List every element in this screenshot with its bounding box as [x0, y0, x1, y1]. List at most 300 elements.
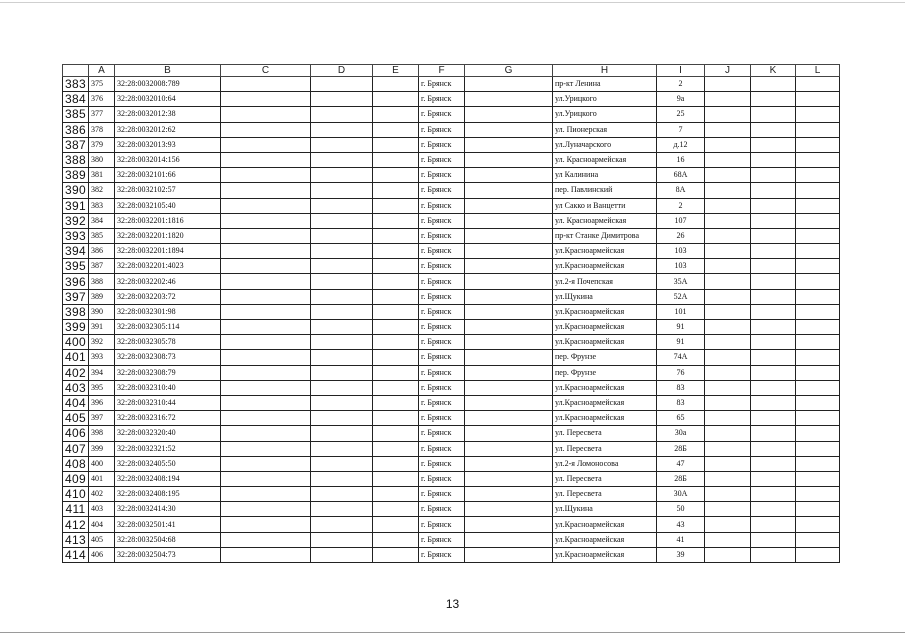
cell-j [705, 77, 751, 92]
cell-h: ул Сакко и Ванцетти [553, 198, 657, 213]
cell-h: пер. Фрунзе [553, 350, 657, 365]
cell-f: г. Брянск [419, 441, 465, 456]
cell-l [796, 168, 840, 183]
cell-i: 101 [657, 304, 705, 319]
cell-e [373, 304, 419, 319]
cell-j [705, 532, 751, 547]
cell-f: г. Брянск [419, 152, 465, 167]
cell-c [221, 152, 311, 167]
cell-g [465, 532, 553, 547]
cell-a: 387 [89, 259, 115, 274]
cell-i: 30А [657, 487, 705, 502]
cell-b: 32:28:0032504:73 [115, 547, 221, 562]
cell-h: ул.Щукина [553, 502, 657, 517]
row-number: 386 [63, 122, 89, 137]
cell-l [796, 380, 840, 395]
cell-k [751, 183, 796, 198]
row-number: 406 [63, 426, 89, 441]
cell-e [373, 228, 419, 243]
cell-b: 32:28:0032013:93 [115, 137, 221, 152]
cell-j [705, 274, 751, 289]
cell-g [465, 320, 553, 335]
cell-h: ул.Красноармейская [553, 380, 657, 395]
cell-l [796, 395, 840, 410]
cell-i: 74А [657, 350, 705, 365]
cell-i: 50 [657, 502, 705, 517]
cell-g [465, 244, 553, 259]
cell-b: 32:28:0032308:79 [115, 365, 221, 380]
cell-g [465, 168, 553, 183]
cell-l [796, 289, 840, 304]
column-header-e: E [373, 65, 419, 77]
table-row [63, 441, 840, 456]
cell-d [311, 365, 373, 380]
cell-c [221, 168, 311, 183]
cell-j [705, 487, 751, 502]
cell-h: ул. Красноармейская [553, 213, 657, 228]
cell-l [796, 365, 840, 380]
cell-k [751, 198, 796, 213]
cell-d [311, 122, 373, 137]
cell-j [705, 183, 751, 198]
cell-j [705, 517, 751, 532]
cell-i: 28Б [657, 441, 705, 456]
cell-f: г. Брянск [419, 122, 465, 137]
cell-i: 91 [657, 335, 705, 350]
cell-f: г. Брянск [419, 168, 465, 183]
cell-h: ул.2-я Почепская [553, 274, 657, 289]
cell-c [221, 350, 311, 365]
table-row [63, 183, 840, 198]
cell-k [751, 502, 796, 517]
cell-e [373, 198, 419, 213]
cell-c [221, 244, 311, 259]
page-number: 13 [445, 597, 460, 611]
cell-c [221, 77, 311, 92]
table-row [63, 380, 840, 395]
cell-g [465, 304, 553, 319]
cell-f: г. Брянск [419, 259, 465, 274]
cell-k [751, 426, 796, 441]
cell-k [751, 365, 796, 380]
cell-e [373, 168, 419, 183]
cell-c [221, 320, 311, 335]
column-header-row [63, 65, 840, 77]
cell-a: 385 [89, 228, 115, 243]
cell-i: 103 [657, 244, 705, 259]
cell-e [373, 471, 419, 486]
cell-i: 39 [657, 547, 705, 562]
cell-c [221, 411, 311, 426]
cell-j [705, 213, 751, 228]
cell-l [796, 152, 840, 167]
cell-d [311, 411, 373, 426]
cell-c [221, 92, 311, 107]
cell-h: ул.Красноармейская [553, 547, 657, 562]
cell-l [796, 92, 840, 107]
cell-k [751, 335, 796, 350]
cell-a: 401 [89, 471, 115, 486]
cell-l [796, 335, 840, 350]
cell-a: 403 [89, 502, 115, 517]
cell-k [751, 228, 796, 243]
column-header-d: D [311, 65, 373, 77]
cell-c [221, 456, 311, 471]
cell-g [465, 365, 553, 380]
cell-c [221, 471, 311, 486]
cell-h: ул. Пересвета [553, 441, 657, 456]
cell-i: 107 [657, 213, 705, 228]
column-header-i: I [657, 65, 705, 77]
table-row [63, 228, 840, 243]
cell-l [796, 547, 840, 562]
row-number: 383 [63, 77, 89, 92]
row-number: 393 [63, 228, 89, 243]
cell-f: г. Брянск [419, 502, 465, 517]
cell-d [311, 517, 373, 532]
cell-k [751, 122, 796, 137]
cell-d [311, 487, 373, 502]
cell-c [221, 441, 311, 456]
cell-l [796, 274, 840, 289]
cell-l [796, 471, 840, 486]
row-number: 394 [63, 244, 89, 259]
table-row [63, 274, 840, 289]
cell-a: 388 [89, 274, 115, 289]
cell-j [705, 471, 751, 486]
table-row [63, 487, 840, 502]
cell-j [705, 547, 751, 562]
table-row [63, 92, 840, 107]
table-row [63, 259, 840, 274]
row-number: 387 [63, 137, 89, 152]
cell-a: 393 [89, 350, 115, 365]
cell-j [705, 289, 751, 304]
cell-h: ул.Красноармейская [553, 411, 657, 426]
cell-j [705, 304, 751, 319]
cell-l [796, 426, 840, 441]
table-row [63, 289, 840, 304]
cell-i: 16 [657, 152, 705, 167]
cell-i: д.12 [657, 137, 705, 152]
row-number: 402 [63, 365, 89, 380]
cell-d [311, 244, 373, 259]
cell-h: ул.Красноармейская [553, 335, 657, 350]
table-row [63, 471, 840, 486]
cell-f: г. Брянск [419, 320, 465, 335]
cell-d [311, 152, 373, 167]
row-number: 399 [63, 320, 89, 335]
cell-d [311, 92, 373, 107]
cell-j [705, 365, 751, 380]
cell-l [796, 411, 840, 426]
cell-g [465, 137, 553, 152]
cell-c [221, 274, 311, 289]
cell-e [373, 259, 419, 274]
cell-g [465, 213, 553, 228]
cell-e [373, 517, 419, 532]
cell-a: 392 [89, 335, 115, 350]
table-row [63, 517, 840, 532]
table-row [63, 335, 840, 350]
cell-l [796, 259, 840, 274]
cell-g [465, 122, 553, 137]
cell-d [311, 380, 373, 395]
cell-k [751, 320, 796, 335]
cell-f: г. Брянск [419, 365, 465, 380]
cell-l [796, 137, 840, 152]
cell-h: ул.Урицкого [553, 92, 657, 107]
cell-d [311, 107, 373, 122]
cell-e [373, 532, 419, 547]
cell-l [796, 532, 840, 547]
cell-l [796, 350, 840, 365]
cell-j [705, 426, 751, 441]
cell-d [311, 456, 373, 471]
cell-j [705, 259, 751, 274]
cell-k [751, 411, 796, 426]
cell-f: г. Брянск [419, 487, 465, 502]
cell-g [465, 441, 553, 456]
cell-h: ул.Луначарского [553, 137, 657, 152]
cell-l [796, 502, 840, 517]
cell-j [705, 92, 751, 107]
cell-l [796, 320, 840, 335]
cell-j [705, 107, 751, 122]
cell-k [751, 487, 796, 502]
cell-g [465, 92, 553, 107]
cell-d [311, 426, 373, 441]
table-row [63, 320, 840, 335]
cell-b: 32:28:0032501:41 [115, 517, 221, 532]
cell-b: 32:28:0032105:40 [115, 198, 221, 213]
cell-g [465, 152, 553, 167]
cell-e [373, 107, 419, 122]
cell-l [796, 456, 840, 471]
row-number: 404 [63, 395, 89, 410]
cell-b: 32:28:0032201:4023 [115, 259, 221, 274]
cell-h: ул.Красноармейская [553, 244, 657, 259]
cell-j [705, 152, 751, 167]
cell-i: 47 [657, 456, 705, 471]
row-number: 384 [63, 92, 89, 107]
row-number: 409 [63, 471, 89, 486]
cell-j [705, 411, 751, 426]
cell-d [311, 198, 373, 213]
cell-e [373, 426, 419, 441]
cell-b: 32:28:0032010:64 [115, 92, 221, 107]
cell-l [796, 441, 840, 456]
cell-j [705, 350, 751, 365]
cell-b: 32:28:0032203:72 [115, 289, 221, 304]
cell-d [311, 274, 373, 289]
cell-k [751, 274, 796, 289]
cell-b: 32:28:0032012:38 [115, 107, 221, 122]
cell-i: 35А [657, 274, 705, 289]
cell-j [705, 502, 751, 517]
cell-h: ул Калинина [553, 168, 657, 183]
cell-l [796, 107, 840, 122]
cell-k [751, 152, 796, 167]
cell-l [796, 198, 840, 213]
cell-e [373, 77, 419, 92]
cell-i: 52А [657, 289, 705, 304]
cell-b: 32:28:0032202:46 [115, 274, 221, 289]
cell-e [373, 244, 419, 259]
cell-e [373, 502, 419, 517]
row-number: 390 [63, 183, 89, 198]
cell-e [373, 411, 419, 426]
cell-l [796, 487, 840, 502]
cell-b: 32:28:0032414:30 [115, 502, 221, 517]
row-number: 388 [63, 152, 89, 167]
row-number: 389 [63, 168, 89, 183]
column-header-f: F [419, 65, 465, 77]
cell-g [465, 198, 553, 213]
cell-k [751, 92, 796, 107]
column-header-j: J [705, 65, 751, 77]
cell-h: ул.Красноармейская [553, 320, 657, 335]
cell-f: г. Брянск [419, 183, 465, 198]
cell-d [311, 395, 373, 410]
cell-h: ул. Пионерская [553, 122, 657, 137]
table-row [63, 244, 840, 259]
cell-g [465, 395, 553, 410]
cell-f: г. Брянск [419, 244, 465, 259]
cell-j [705, 380, 751, 395]
cell-a: 379 [89, 137, 115, 152]
cell-c [221, 380, 311, 395]
cell-i: 8А [657, 183, 705, 198]
column-header-b: B [115, 65, 221, 77]
cell-b: 32:28:0032201:1894 [115, 244, 221, 259]
table-row [63, 198, 840, 213]
cell-f: г. Брянск [419, 426, 465, 441]
row-number: 396 [63, 274, 89, 289]
row-number: 408 [63, 456, 89, 471]
cell-b: 32:28:0032408:194 [115, 471, 221, 486]
cell-a: 386 [89, 244, 115, 259]
cell-c [221, 304, 311, 319]
cell-i: 7 [657, 122, 705, 137]
cell-i: 103 [657, 259, 705, 274]
cell-g [465, 259, 553, 274]
column-header-c: C [221, 65, 311, 77]
cell-l [796, 228, 840, 243]
cell-j [705, 122, 751, 137]
cell-h: пер. Фрунзе [553, 365, 657, 380]
cell-a: 391 [89, 320, 115, 335]
cell-f: г. Брянск [419, 213, 465, 228]
cell-g [465, 487, 553, 502]
cell-a: 378 [89, 122, 115, 137]
cell-e [373, 213, 419, 228]
cell-k [751, 441, 796, 456]
cell-f: г. Брянск [419, 92, 465, 107]
cell-h: ул.Щукина [553, 289, 657, 304]
cell-l [796, 213, 840, 228]
cell-l [796, 517, 840, 532]
cell-h: пер. Павлинский [553, 183, 657, 198]
table-row [63, 395, 840, 410]
cell-g [465, 107, 553, 122]
cell-d [311, 471, 373, 486]
cell-i: 41 [657, 532, 705, 547]
cell-f: г. Брянск [419, 456, 465, 471]
cell-h: пр-кт Станке Димитрова [553, 228, 657, 243]
cell-i: 83 [657, 380, 705, 395]
cell-g [465, 502, 553, 517]
cell-d [311, 137, 373, 152]
cell-e [373, 92, 419, 107]
cell-f: г. Брянск [419, 289, 465, 304]
table-row [63, 77, 840, 92]
cell-b: 32:28:0032014:156 [115, 152, 221, 167]
cell-c [221, 213, 311, 228]
row-number: 410 [63, 487, 89, 502]
cell-a: 404 [89, 517, 115, 532]
cell-d [311, 77, 373, 92]
cell-f: г. Брянск [419, 395, 465, 410]
cell-b: 32:28:0032101:66 [115, 168, 221, 183]
cell-d [311, 213, 373, 228]
table-row [63, 350, 840, 365]
cell-g [465, 183, 553, 198]
cell-b: 32:28:0032301:98 [115, 304, 221, 319]
cell-c [221, 547, 311, 562]
cell-c [221, 335, 311, 350]
cell-h: ул.2-я Ломоносова [553, 456, 657, 471]
cell-c [221, 532, 311, 547]
cell-j [705, 395, 751, 410]
cell-f: г. Брянск [419, 471, 465, 486]
cell-i: 2 [657, 77, 705, 92]
cell-e [373, 183, 419, 198]
cell-h: ул. Пересвета [553, 487, 657, 502]
cell-b: 32:28:0032316:72 [115, 411, 221, 426]
cell-e [373, 350, 419, 365]
cell-a: 384 [89, 213, 115, 228]
cell-b: 32:28:0032008:789 [115, 77, 221, 92]
cell-d [311, 335, 373, 350]
cell-e [373, 395, 419, 410]
cell-c [221, 122, 311, 137]
table-row [63, 456, 840, 471]
cell-f: г. Брянск [419, 107, 465, 122]
row-number: 405 [63, 411, 89, 426]
cell-f: г. Брянск [419, 137, 465, 152]
cell-a: 389 [89, 289, 115, 304]
cell-e [373, 152, 419, 167]
cell-h: ул.Красноармейская [553, 532, 657, 547]
table-row [63, 152, 840, 167]
cell-d [311, 183, 373, 198]
cell-b: 32:28:0032321:52 [115, 441, 221, 456]
cell-d [311, 350, 373, 365]
cell-k [751, 471, 796, 486]
cell-d [311, 547, 373, 562]
cell-c [221, 228, 311, 243]
cell-g [465, 471, 553, 486]
cell-g [465, 350, 553, 365]
cell-j [705, 335, 751, 350]
cell-f: г. Брянск [419, 304, 465, 319]
cell-a: 390 [89, 304, 115, 319]
cell-f: г. Брянск [419, 532, 465, 547]
cell-e [373, 122, 419, 137]
cell-g [465, 456, 553, 471]
column-header-a: A [89, 65, 115, 77]
